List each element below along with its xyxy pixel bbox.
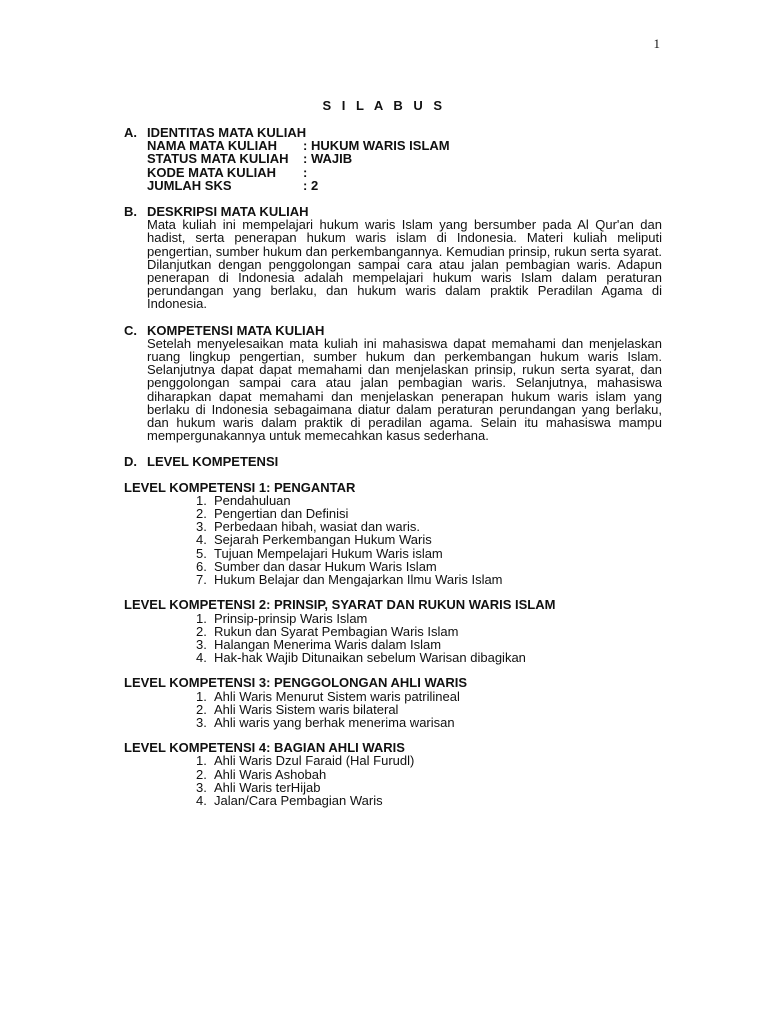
level-kompetensi-1 xyxy=(124,481,662,587)
item-number: 1. xyxy=(196,610,207,626)
section-letter: B. xyxy=(124,204,137,220)
item-text: Jalan/Cara Pembagian Waris xyxy=(214,792,383,808)
section-identitas xyxy=(124,126,662,192)
field-status-mata-kuliah xyxy=(147,152,662,165)
item-number: 5. xyxy=(196,545,207,561)
field-value: : HUKUM WARIS ISLAM xyxy=(303,138,450,154)
section-deskripsi xyxy=(124,205,662,311)
field-kode-mata-kuliah xyxy=(147,166,662,179)
level-kompetensi-2 xyxy=(124,598,662,664)
item-number: 6. xyxy=(196,558,207,574)
item-text: Hukum Belajar dan Mengajarkan Ilmu Waris Islam xyxy=(214,572,503,588)
item-text: Rukun dan Syarat Pembagian Waris Islam xyxy=(214,623,459,639)
list-item xyxy=(124,781,662,794)
section-heading xyxy=(124,455,662,468)
section-title: LEVEL KOMPETENSI xyxy=(147,454,279,470)
list-item xyxy=(124,533,662,546)
level-items xyxy=(124,690,662,730)
level-kompetensi-4 xyxy=(124,741,662,807)
field-label: JUMLAH SKS xyxy=(147,177,232,193)
item-number: 2. xyxy=(196,623,207,639)
item-text: Ahli Waris terHijab xyxy=(214,779,321,795)
item-text: Ahli Waris Sistem waris bilateral xyxy=(214,701,399,717)
item-text: Sumber dan dasar Hukum Waris Islam xyxy=(214,558,437,574)
item-text: Perbedaan hibah, wasiat dan waris. xyxy=(214,519,420,535)
section-letter: A. xyxy=(124,125,137,140)
list-item xyxy=(124,547,662,560)
field-value: : 2 xyxy=(303,177,319,193)
item-number: 4. xyxy=(196,650,207,666)
item-text: Tujuan Mempelajari Hukum Waris islam xyxy=(214,545,443,561)
section-title: IDENTITAS MATA KULIAH xyxy=(147,125,307,140)
field-value: : WAJIB xyxy=(303,151,353,167)
section-letter: C. xyxy=(124,322,137,338)
item-number: 1. xyxy=(196,492,207,508)
item-number: 3. xyxy=(196,636,207,652)
section-title: DESKRIPSI MATA KULIAH xyxy=(147,204,309,220)
section-kompetensi xyxy=(124,324,662,443)
item-number: 3. xyxy=(196,779,207,795)
item-number: 2. xyxy=(196,701,207,717)
list-item xyxy=(124,573,662,586)
document-body xyxy=(124,126,662,819)
level-title: LEVEL KOMPETENSI 2: PRINSIP, SYARAT DAN RUKUN WARIS ISLAM xyxy=(124,597,556,613)
section-letter: D. xyxy=(124,454,137,470)
identity-fields xyxy=(124,139,662,192)
level-items xyxy=(124,494,662,586)
page-number: 1 xyxy=(653,36,660,51)
list-item xyxy=(124,703,662,716)
item-number: 3. xyxy=(196,519,207,535)
item-number: 4. xyxy=(196,792,207,808)
item-text: Ahli Waris Dzul Faraid (Hal Furudl) xyxy=(214,753,415,769)
field-jumlah-sks xyxy=(147,179,662,192)
level-items xyxy=(124,754,662,807)
field-label: STATUS MATA KULIAH xyxy=(147,151,289,167)
item-number: 1. xyxy=(196,688,207,704)
item-text: Halangan Menerima Waris dalam Islam xyxy=(214,636,442,652)
section-heading xyxy=(124,324,662,337)
item-number: 2. xyxy=(196,506,207,522)
document-title: S I L A B U S xyxy=(322,98,446,113)
section-level xyxy=(124,455,662,468)
list-item xyxy=(124,625,662,638)
list-item xyxy=(124,768,662,781)
section-title: KOMPETENSI MATA KULIAH xyxy=(147,322,325,338)
item-number: 7. xyxy=(196,572,207,588)
level-title: LEVEL KOMPETENSI 1: PENGANTAR xyxy=(124,479,356,495)
level-title: LEVEL KOMPETENSI 4: BAGIAN AHLI WARIS xyxy=(124,740,405,756)
list-item xyxy=(124,716,662,729)
item-text: Pengertian dan Definisi xyxy=(214,506,349,522)
list-item xyxy=(124,690,662,703)
item-text: Ahli waris yang berhak menerima warisan xyxy=(214,714,455,730)
item-number: 2. xyxy=(196,766,207,782)
item-text: Pendahuluan xyxy=(214,492,291,508)
item-text: Prinsip-prinsip Waris Islam xyxy=(214,610,368,626)
section-paragraph: Setelah menyelesaikan mata kuliah ini mahasiswa dapat memahami dan menjelaskan ruang lingkup pengertian, sumber hukum dan perkembangan hukum waris Islam. Selanjutnya dapat dapat memahami dan menjelaskan prinsip, rukun serta syarat, dan penggolongan sampai cara atau jalan pembagian waris. Selanjutnya, mahasiswa diharapkan dapat memahami dan menjelaskan penerapan hukum waris islam yang berlaku di Indonesia sebagaimana diatur dalam peraturan perundangan yang berlaku, dan hukum waris dalam praktik di peradilan agama. Selain itu mahasiswa mampu mempergunakannya untuk memecahkan kasus sederhana. xyxy=(147,335,662,444)
list-item xyxy=(124,651,662,664)
section-paragraph: Mata kuliah ini mempelajari hukum waris Islam yang bersumber pada Al Qur'an dan hadist, serta penerapan hukum waris islam di Indonesia. Materi kuliah meliputi pengertian, sumber hukum dan perkembangannya. Kemudian prinsip, rukun serta syarat. Dilanjutkan dengan penggolongan sampai cara atau jalan pembagian waris. Adapun penerapan di Indonesia adalah mempelajari hukum waris Islam dalam peraturan perundangan yang berlaku, dan hukum waris dalam praktik Peradilan Agama di Indonesia. xyxy=(147,217,662,312)
list-item xyxy=(124,794,662,807)
item-text: Sejarah Perkembangan Hukum Waris xyxy=(214,532,432,548)
item-text: Ahli Waris Menurut Sistem waris patrilineal xyxy=(214,688,460,704)
list-item xyxy=(124,754,662,767)
level-title: LEVEL KOMPETENSI 3: PENGGOLONGAN AHLI WARIS xyxy=(124,675,468,691)
field-label: NAMA MATA KULIAH xyxy=(147,138,277,154)
item-text: Ahli Waris Ashobah xyxy=(214,766,327,782)
item-number: 1. xyxy=(196,753,207,769)
field-label: KODE MATA KULIAH xyxy=(147,164,277,180)
item-number: 3. xyxy=(196,714,207,730)
level-kompetensi-3 xyxy=(124,676,662,729)
field-value: : xyxy=(303,164,308,180)
item-number: 4. xyxy=(196,532,207,548)
level-items xyxy=(124,612,662,665)
item-text: Hak-hak Wajib Ditunaikan sebelum Warisan dibagikan xyxy=(214,650,526,666)
list-item xyxy=(124,612,662,625)
